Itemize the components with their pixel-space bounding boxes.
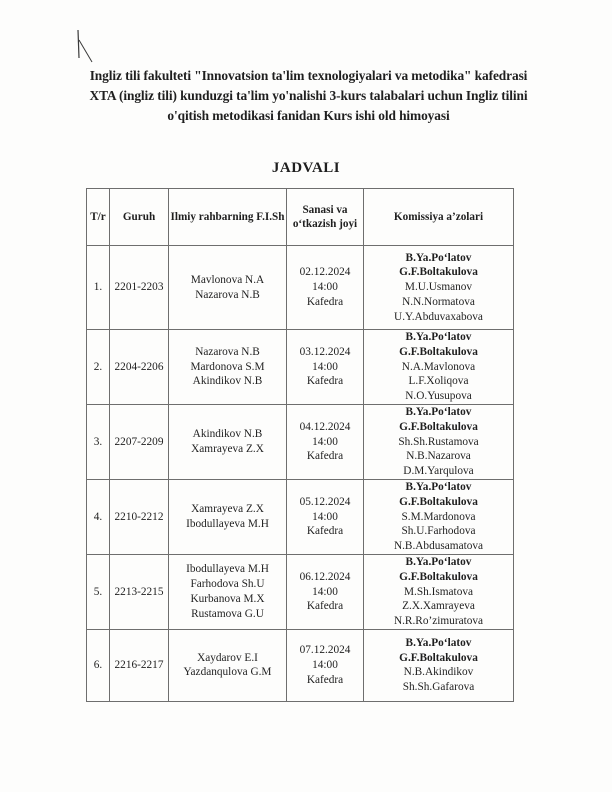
commission-member: Sh.Sh.Gafarova <box>402 681 475 694</box>
supervisor-name: Nazarova N.B <box>195 288 260 301</box>
commission-lead: B.Ya.Po‘latov <box>405 480 472 493</box>
date-line: 02.12.2024 <box>299 266 351 279</box>
row-commission <box>364 629 514 701</box>
supervisor-name: Mardonova S.M <box>190 360 265 373</box>
row-date-place <box>287 330 364 405</box>
pen-stroke-mark <box>76 28 94 64</box>
row-group: 2204-2206 <box>110 330 169 405</box>
row-commission <box>364 554 514 629</box>
row-number: 3. <box>87 404 110 479</box>
date-line: 14:00 <box>312 281 338 294</box>
commission-member: N.N.Normatova <box>402 295 475 308</box>
row-commission <box>364 479 514 554</box>
header-commission: Komissiya a’zolari <box>364 189 514 246</box>
date-line: 04.12.2024 <box>299 420 351 433</box>
row-group: 2216-2217 <box>110 629 169 701</box>
date-line: Kafedra <box>306 295 344 308</box>
supervisor-name: Akindikov N.B <box>192 428 263 441</box>
row-supervisors <box>169 246 287 330</box>
date-line: Kafedra <box>306 375 344 388</box>
commission-lead: B.Ya.Po‘latov <box>405 251 472 264</box>
row-number: 1. <box>87 246 110 330</box>
header-date: Sanasi va o‘tkazish joyi <box>287 189 364 246</box>
row-date-place <box>287 629 364 701</box>
document-subtitle: JADVALI <box>271 160 341 176</box>
row-group: 2213-2215 <box>110 554 169 629</box>
commission-lead: G.F.Boltakulova <box>399 266 478 279</box>
commission-member: N.O.Yusupova <box>405 390 472 403</box>
row-commission <box>364 330 514 405</box>
table-row <box>87 404 514 479</box>
supervisor-name: Xamrayeva Z.X <box>191 442 264 455</box>
header-num: T/r <box>87 189 110 246</box>
supervisor-name: Mavlonova N.A <box>190 273 265 286</box>
commission-member: N.R.Ro’zimuratova <box>393 615 484 628</box>
row-commission <box>364 404 514 479</box>
date-line: 14:00 <box>312 585 338 598</box>
commission-lead: B.Ya.Po‘latov <box>405 331 472 343</box>
date-line: Kafedra <box>306 450 344 463</box>
commission-lead: G.F.Boltakulova <box>399 495 478 508</box>
date-line: Kafedra <box>306 673 344 686</box>
row-supervisors <box>169 554 287 629</box>
row-supervisors <box>169 479 287 554</box>
header-supervisor: Ilmiy rahbarning F.I.Sh <box>169 189 287 246</box>
schedule-table <box>86 188 514 702</box>
row-number: 2. <box>87 330 110 405</box>
commission-member: N.B.Abdusamatova <box>393 540 484 553</box>
table-row <box>87 479 514 554</box>
date-line: 06.12.2024 <box>299 570 351 583</box>
supervisor-name: Xaydarov E.I <box>197 651 258 664</box>
commission-member: D.M.Yarqulova <box>403 465 474 478</box>
row-commission <box>364 246 514 330</box>
commission-member: M.U.Usmanov <box>404 281 473 294</box>
row-date-place <box>287 404 364 479</box>
row-number: 6. <box>87 629 110 701</box>
date-line: 14:00 <box>312 435 338 448</box>
commission-lead: G.F.Boltakulova <box>399 345 478 358</box>
commission-member: Sh.Sh.Rustamova <box>398 435 479 448</box>
date-line: Kafedra <box>306 600 344 613</box>
row-date-place <box>287 246 364 330</box>
document-title: Ingliz tili fakulteti "Innovatsion ta'lim texnologiyalari va metodika" kafedrasi XTA (ingliz tili) kunduzgi ta'lim yo'nalishi 3-kurs talabalari uchun Ingliz tilini o'qitish metodikasi fanidan Kurs ishi old himoyasi <box>89 68 528 123</box>
commission-member: N.B.Akindikov <box>403 666 474 679</box>
supervisor-name: Nazarova N.B <box>195 345 260 358</box>
supervisor-name: Yazdanqulova G.M <box>183 666 272 679</box>
commission-member: N.A.Mavlonova <box>401 360 476 373</box>
header-group: Guruh <box>110 189 169 246</box>
supervisor-name: Xamrayeva Z.X <box>191 503 264 516</box>
commission-lead: B.Ya.Po‘latov <box>405 636 472 649</box>
commission-lead: G.F.Boltakulova <box>399 420 478 433</box>
supervisor-name: Rustamova G.U <box>191 607 264 620</box>
date-line: 14:00 <box>312 360 338 373</box>
supervisor-name: Akindikov N.B <box>192 375 263 388</box>
supervisor-name: Kurbanova M.X <box>190 592 265 605</box>
row-supervisors <box>169 404 287 479</box>
row-group: 2201-2203 <box>110 246 169 330</box>
date-line: Kafedra <box>306 525 344 538</box>
date-line: 14:00 <box>312 510 338 523</box>
table-row <box>87 629 514 701</box>
commission-lead: B.Ya.Po‘latov <box>405 405 472 418</box>
date-line: 03.12.2024 <box>299 345 351 358</box>
supervisor-name: Ibodullayeva M.H <box>186 517 269 530</box>
row-group: 2210-2212 <box>110 479 169 554</box>
commission-lead: G.F.Boltakulova <box>399 570 478 583</box>
supervisor-name: Ibodullayeva M.H <box>186 563 269 576</box>
row-date-place <box>287 479 364 554</box>
row-number: 4. <box>87 479 110 554</box>
row-supervisors <box>169 330 287 405</box>
commission-lead: B.Ya.Po‘latov <box>405 555 472 568</box>
table-row <box>87 554 514 629</box>
table-row <box>87 246 514 330</box>
date-line: 14:00 <box>312 659 338 672</box>
commission-member: N.B.Nazarova <box>406 450 471 463</box>
commission-lead: G.F.Boltakulova <box>399 651 478 664</box>
commission-member: Sh.U.Farhodova <box>401 525 476 538</box>
commission-member: M.Sh.Ismatova <box>403 585 474 598</box>
supervisor-name: Farhodova Sh.U <box>190 578 265 591</box>
table-header-row <box>87 189 514 246</box>
commission-member: Z.X.Xamrayeva <box>402 600 475 613</box>
row-date-place <box>287 554 364 629</box>
row-supervisors <box>169 629 287 701</box>
table-row <box>87 330 514 405</box>
row-number: 5. <box>87 554 110 629</box>
date-line: 07.12.2024 <box>299 644 351 657</box>
row-group: 2207-2209 <box>110 404 169 479</box>
commission-member: L.F.Xoliqova <box>408 375 469 388</box>
commission-member: U.Y.Abduvaxabova <box>394 310 483 323</box>
date-line: 05.12.2024 <box>299 495 351 508</box>
commission-member: S.M.Mardonova <box>401 510 476 523</box>
